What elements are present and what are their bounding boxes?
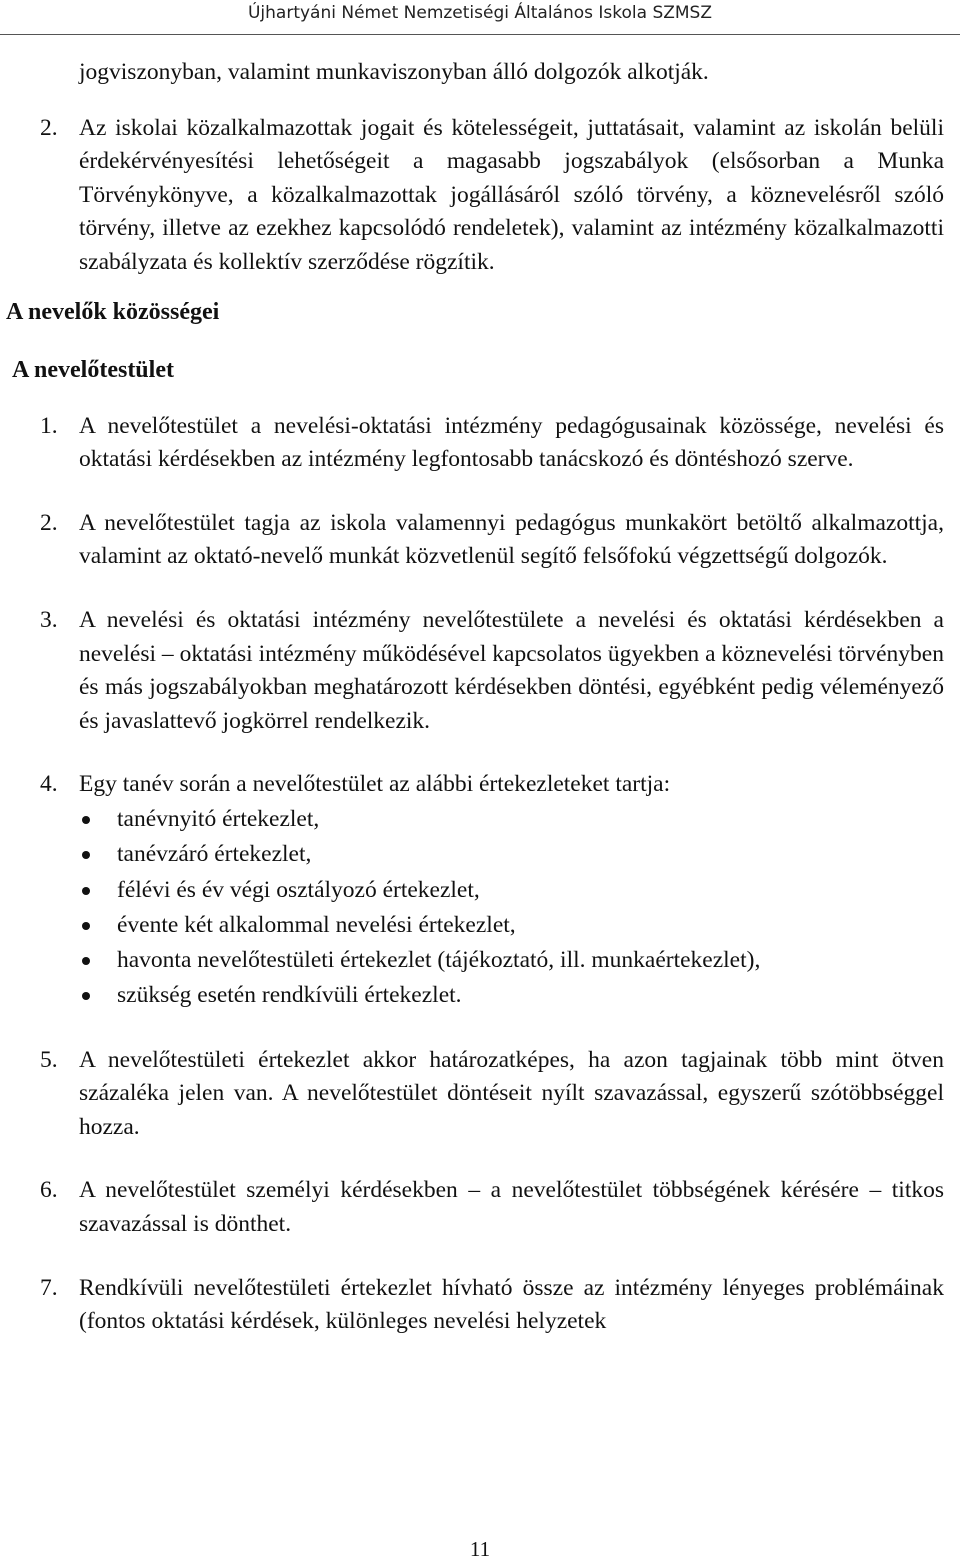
document-title: Újhartyáni Német Nemzetiségi Általános Iskola SZMSZ xyxy=(247,3,712,23)
paragraph-number: 2. xyxy=(40,509,58,536)
list-item xyxy=(0,908,960,943)
paragraph-number: 7. xyxy=(40,1274,58,1301)
paragraph-number: 4. xyxy=(40,771,58,798)
bullet-icon xyxy=(82,992,90,1000)
subsection-heading: A nevelőtestület xyxy=(12,356,174,383)
page-number: 11 xyxy=(469,1537,491,1561)
paragraph-number: 5. xyxy=(40,1046,58,1073)
bullet-icon xyxy=(82,922,90,930)
paragraph-text: A nevelőtestület tagja az iskola valamennyi pedagógus munkakört betöltő alkalmazottja, valamint az oktató-nevelő munkát közvetlenül segítő felsőfokú végzettségű dolgozók. xyxy=(79,509,944,570)
paragraph-text: A nevelőtestület a nevelési-oktatási intézmény pedagógusainak közössége, nevelési és oktatási kérdésekben az intézmény legfontosabb tanácskozó és döntéshozó szerve. xyxy=(79,412,944,473)
list-item xyxy=(0,873,960,908)
paragraph-text: A nevelőtestületi értekezlet akkor határozatképes, ha azon tagjainak több mint ötven százaléka jelen van. A nevelőtestület döntéseit nyílt szavazással, egyszerű szótöbbséggel hozza. xyxy=(79,1046,944,1140)
numbered-paragraph-5 xyxy=(0,1044,960,1145)
list-item-text: havonta nevelőtestületi értekezlet (tájékoztató, ill. munkaértekezlet), xyxy=(117,947,761,974)
paragraph-text: A nevelőtestület személyi kérdésekben – a nevelőtestület többségének kérésére – titkos szavazással is dönthet. xyxy=(79,1177,944,1238)
list-item xyxy=(0,802,960,837)
paragraph-text: Az iskolai közalkalmazottak jogait és kötelességeit, juttatásait, valamint az iskolán belüli érdekérvényesítési lehetőségeit a magasabb jogszabályok (elsősorban a Munka Törvénykönyve, a közalkalmazottak jogállásáról szóló törvény, a köznevelésről szóló törvény, illetve az ezekhez kapcsolódó rendeletek), valamint az intézmény közalkalmazotti szabályzata és kollektív szerződése rögzítik. xyxy=(79,114,944,275)
bullet-icon xyxy=(82,957,90,965)
list-item xyxy=(0,943,960,978)
bullet-icon xyxy=(82,851,90,859)
bullet-icon xyxy=(82,816,90,824)
page-header xyxy=(0,0,960,35)
list-item xyxy=(0,837,960,872)
list-item-text: évente két alkalommal nevelési értekezlet, xyxy=(117,911,516,938)
paragraph-text: Rendkívüli nevelőtestületi értekezlet hívható össze az intézmény lényeges problémáinak (fontos oktatási kérdések, különleges nevelési helyzetek xyxy=(79,1274,944,1335)
paragraph-number: 3. xyxy=(40,606,58,633)
bullet-icon xyxy=(82,887,90,895)
paragraph-number: 6. xyxy=(40,1177,58,1204)
list-item-text: szükség esetén rendkívüli értekezlet. xyxy=(117,982,462,1009)
continuation-paragraph xyxy=(0,56,960,90)
continuation-text: jogviszonyban, valamint munkaviszonyban álló dolgozók alkotják. xyxy=(79,59,709,85)
paragraph-text: A nevelési és oktatási intézmény nevelőtestülete a nevelési és oktatási kérdésekben a nevelési – oktatási intézmény működésével kapcsolatos ügyekben a köznevelési törvényben és más jogszabályokban meghatározott kérdésekben döntési, egyébként pedig véleményező és javaslattevő jogkörrel rendelkezik. xyxy=(79,606,944,734)
numbered-paragraph-4 xyxy=(0,768,960,802)
meeting-list xyxy=(0,802,960,1014)
employee-rights-paragraph xyxy=(0,112,960,280)
section-heading: A nevelők közösségei xyxy=(6,298,220,325)
list-item-text: tanévzáró értekezlet, xyxy=(117,841,312,868)
paragraph-number: 2. xyxy=(40,114,58,141)
numbered-paragraph-2 xyxy=(0,507,960,574)
numbered-paragraph-3 xyxy=(0,604,960,738)
list-item-text: tanévnyitó értekezlet, xyxy=(117,805,320,832)
numbered-paragraph-6 xyxy=(0,1174,960,1241)
numbered-paragraph-7 xyxy=(0,1272,960,1339)
paragraph-text: Egy tanév során a nevelőtestület az alábbi értekezleteket tartja: xyxy=(79,771,671,798)
numbered-paragraph-1 xyxy=(0,410,960,477)
list-item-text: félévi és év végi osztályozó értekezlet, xyxy=(117,876,480,903)
list-item xyxy=(0,978,960,1013)
document-body xyxy=(0,56,960,1339)
paragraph-number: 1. xyxy=(40,412,58,439)
